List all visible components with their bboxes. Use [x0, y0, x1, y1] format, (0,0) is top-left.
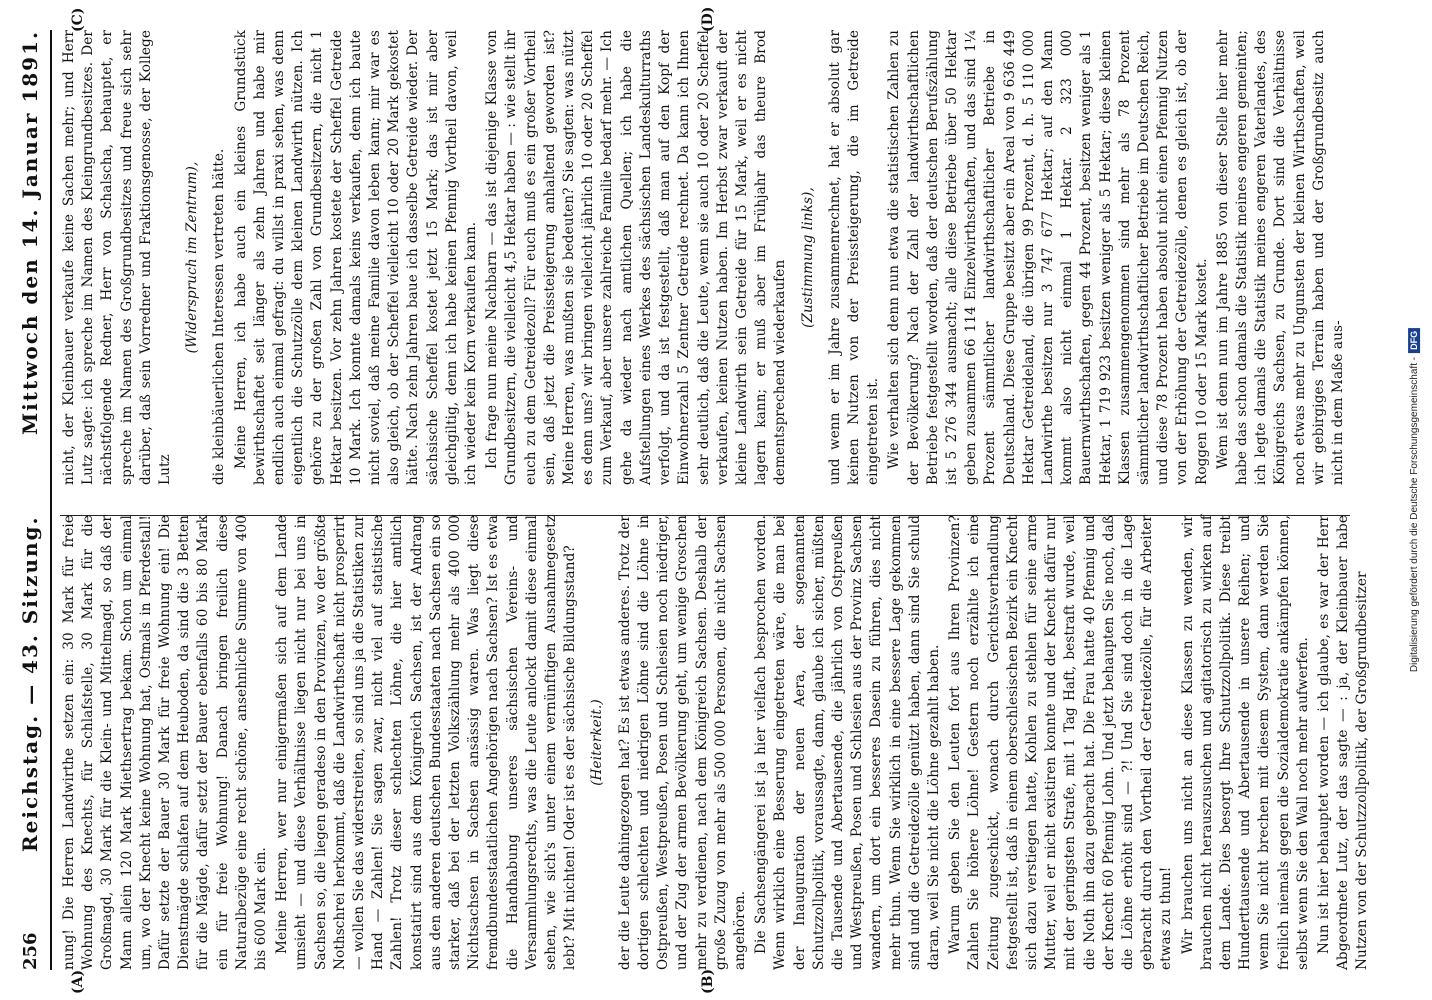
interjection: (Zustimmung links), [799, 187, 816, 328]
paragraph: Die Sachsengängerei ist ja hier vielfach besprochen worden. Wenn wirklich eine Besserung eingetreten wäre, die man bei der Inauguration der neuen Aera, der sogenannten Schutzzollpolitik, voraussagte, dann, glaube ich sicher, müßten die Tausende und Abertausende, die jährlich von Ostpreußen und Westpreußen, Posen und Schlesien aus der Provinz Sachsen wandern, um dort ein besseres Dasein zu führen, dies nicht mehr thun. Wenn Sie wirklich in eine bessere Lage gekommen sind und die Getreidezölle genützt haben, dann sind Sie schuld daran, weil Sie nicht die Löhne gezahlt haben. [753, 515, 942, 970]
dfg-logo: DFG [1408, 328, 1420, 353]
page-number: 256 [19, 932, 41, 970]
credit-text: Digitalisierung gefördert durch die Deutsche Forschungsgemeinschaft - [1408, 356, 1420, 673]
margin-letter-a: (A) [70, 969, 86, 994]
paragraph: Nun ist hier behauptet worden — ich glaube, es war der Herr Abgeordnete Lutz, der das sagte — : ja, der Kleinbauer habe Nutzen von der Schutzzollpolitik, der Großgrundbesitzer [1316, 515, 1371, 970]
paragraph: Wie verhalten sich denn nun etwa die statistischen Zahlen zu der Bevölkerung? Nach der Zahl der landwirthschaftlichen Betriebe festgestellt worden, daß der deutschen Berufszählung ist 5 276 344 ausmacht; alle diese Betriebe über 50 Hektar geben zusammen 66 114 Einzelwirthschaften, und das sind 1¼ Prozent sämmtlicher landwirthschaftlicher Betriebe in Deutschland. Diese Gruppe besitzt aber ein Areal von 9 636 449 Hektar Getreideland, die übrigen 99 Prozent, d. h. 5 110 000 Landwirthe besitzen nur 3 747 677 Hektar; auf den Mann kommt also nicht einmal 1 Hektar. 2 323 000 Bauernwirthschaften, gegen 44 Prozent, besitzen weniger als 1 Hektar, 1 719 923 besitzen weniger als 5 Hektar; diese kleinen Klassen zusammengenommen sind mehr als 78 Prozent sämmtlicher landwirthschaftlicher Betriebe im Deutschen Reich, und diese 78 Prozent haben absolut nicht einen Pfennig Nutzen von der Erhöhung der Getreidezölle, denen es gleich ist, ob der Roggen 10 oder 15 Mark kostet. [886, 30, 1210, 485]
paragraph: Wir brauchen uns nicht an diese Klassen zu wenden, wir brauchen nicht herauszusuchen und agitatorisch zu wirken auf dem Lande. Dies besorgt Ihre Schutzzollpolitik. Diese treibt Hunderttausende und Abertausende in unsere Reihen; und wenn Sie nicht brechen mit diesem System, dann werden Sie freilich niemals gegen die Sozialdemokratie ankämpfen können, selbst wenn Sie den Wall noch mehr aufwerfen. [1179, 515, 1311, 970]
text-columns [60, 30, 1371, 970]
session-title: Reichstag. — 43. Sitzung. [18, 515, 42, 852]
margin-letter-c: (C) [70, 7, 86, 32]
paragraph: nicht, der Kleinbauer verkaufe keine Sachen mehr; und Herr Lutz sagte: ich spreche im Namen des Kleingrundbesitzes. Der nächstfolgende Redner, Herr von Schalscha, behauptet, er spreche im Namen des Großgrundbesitzes und freue sich sehr darüber, daß sein Vorredner und Fraktionsgenosse, der Kollege Lutz [61, 30, 174, 485]
left-column [60, 515, 1375, 970]
paragraph: der die Leute dahingezogen hat? Es ist etwas anderes. Trotz der dortigen schlechten und niedrigen Löhne sind die Löhne in Ostpreußen, Westpreußen, Posen und Schlesien noch niedriger, und der Zug der armen Bevölkerung geht, um wenige Groschen mehr zu verdienen, nach dem Königreich Sachsen. Deshalb der große Zuzug von mehr als 500 000 Personen, die nicht Sachsen angehören. [616, 515, 748, 970]
margin-letter-d: (D) [700, 6, 716, 32]
paragraph: die kleinbäuerlichen Interessen vertreten hätte. [211, 148, 228, 485]
paragraph: Meine Herren, wer nur einigermaßen sich auf dem Lande umsieht — und diese Verhältnisse liegen nicht nur bei uns in Sachsen so, die liegen geradeso in den Provinzen, wo der größte Nothschrei herkommt, daß die Landwirthschaft nicht prosperirt — wollen Sie das widerstreiten, so sind uns ja die Statistiken zur Hand — Zahlen! Sie sagen zwar, nicht viel auf statistische Zahlen! Trotz dieser schlechten Löhne, die hier amtlich konstatirt sind aus dem Königreich Sachsen, ist der Andrang aus den anderen deutschen Bundesstaaten nach Sachsen ein so starker, daß bei der letzten Volkszählung mehr als 400 000 Nichtsachsen in Sachsen ansässig waren. Was liegt diese fremdbundesstaatlichen Angehörigen nach Sachsen? Ist es etwa die Handhabung unseres sächsischen Vereins- und Versammlungsrechts, was die Leute anlockt damit diese einmal sehen, wie sich's unter einem vernünftigen Ausnahmegesetz lebt? Mit nichten! Oder ist es der sächsische Bildungsstand? [274, 515, 579, 970]
paragraph: nung! Die Herren Landwirthe setzen ein: 30 Mark für freie Wohnung des Knechts, für Schlafstelle, 30 Mark für die Großmagd, 30 Mark für die Klein- und Mittelmagd, so daß der Mann allein 120 Mark Miethsertrag bekam. Schon um einmal um, wo der Knecht keine Wohnung hat, Ostmals in Pferdestall! Dafür setzte der Bauer 30 Mark für freie Wohnung ein! Die Dienstmägde schlafen auf dem Heuboden, da sind die 3 Betten für die Mägde, dafür setzt der Bauer ebenfalls 60 bis 80 Mark ein für freie Wohnung! Danach bringen freilich diese Naturalbezüge eine recht schöne, ansehnliche Summe von 400 bis 600 Mark ein. [61, 515, 270, 970]
date-title: Mittwoch den 14. Januar 1891. [18, 30, 42, 436]
paragraph: Wem ist denn nun im Jahre 1885 von dieser Stelle hier mehr habe das schon damals die Statistik meines engeren gemeinten; ich legte damals die Statistik meines engeren Vaterlandes, des Königreichs Sachsen, zu Grunde. Dort sind die Verhältnisse noch etwas mehr zu Ungunsten der kleinen Wirthschaften, weil wir gebirgiges Terrain haben und der Großgrundbesitz auch nicht in dem Maße aus- [1214, 30, 1346, 485]
margin-letter-b: (B) [700, 968, 716, 994]
paragraph: Meine Herren, ich habe auch ein kleines Grundstück bewirthschaftet seit länger als zehn Jahren und habe mir endlich auch einmal gefragt: du willst in praxi sehen, was denn eigentlich die Schutzzölle dem kleinen Landwirth nützen. Ich gehöre zu der großen Zahl von Grundbesitzern, die nicht 1 Hektar besitzen. Vor zehn Jahren kostete der Scheffel Getreide 10 Mark. Ich konnte damals keins verkaufen, denn ich baute nicht soviel, daß meine Familie davon leben kann; mir war es also gleich, ob der Scheffel vielleicht 10 oder 20 Mark gekostet hätte. Nach zehn Jahren baue ich dasselbe Getreide wieder. Der sächsische Scheffel kostet jetzt 15 Mark; das ist mir aber gleichgiltig, denn ich habe keinen Pfennig Vortheil davon, weil ich wieder kein Korn verkaufen kann. [232, 30, 480, 485]
interjection: (Widerspruch im Zentrum), [184, 161, 201, 354]
interjection: (Heiterkeit.) [589, 699, 606, 786]
paragraph: und wenn er im Jahre zusammenrechnet, hat er absolut gar keinen Nutzen von der Preissteigerung, die im Getreide eingetreten ist. [826, 30, 882, 485]
page-header [10, 30, 52, 970]
paragraph: Warum geben Sie den Leuten fort aus Ihren Provinzen? Zahlen Sie höhere Löhne! Gestern noch erzählte ich eine Zeitung zugeschickt, wonach durch Gerichtsverhandlung festgestellt ist, daß in einem oberschlesischen Bezirk ein Knecht sich dazu verstiegen hatte, Kohlen zu stehlen für seine arme Mutter, weil er nicht existiren konnte und der Knecht dafür nur mit der geringsten Strafe, mit 1 Tag Haft, bestraft wurde, weil die Noth ihn dazu gebracht hat. Die Frau hatte 40 Pfennig und der Knecht 60 Pfennig Lohn. Und jetzt behaupten Sie noch, daß die Löhne erhöht sind — ?! Und Sie sind doch in die Lage gebracht durch den Vortheil der Getreidezölle, für die Arbeiter etwas zu thun! [947, 515, 1175, 970]
paragraph: Ich frage nun meine Nachbarn — das ist diejenige Klasse von Grundbesitzern, die vielleicht 4,5 Hektar haben — : wie stellt ihr euch zu dem Getreidezoll? Für euch muß es ein großer Vortheil sein, daß jetzt die Preissteigerung anhaltend geworden ist? Meine Herren, was mußten sie bedeuten? Sie sagten: was nützt es denn uns? wir bringen vielleicht jährlich 10 oder 20 Scheffel zum Verkauf, aber unsere zahlreiche Familie bedarf mehr. — Ich gehe da wieder nach amtlichen Quellen; ich habe die Aufstellungen eines Werkes des sächsischen Landeskulturraths verfolgt, und da ist festgestellt, daß man auf den Kopf der Einwohnerzahl 5 Zentner Getreide rechnet. Da kann ich Ihnen sehr deutlich, daß die Leute, wenn sie auch 10 oder 20 Scheffel verkaufen, keinen Nutzen haben. Im Herbst zwar verkauft der kleine Landwirth sein Getreide für 15 Mark, weil er es nicht lagern kann; er muß aber im Frühjahr das theure Brod dementsprechend wiederkaufen [484, 30, 789, 485]
digitization-credit [1404, 0, 1424, 1000]
right-column [60, 30, 1375, 485]
